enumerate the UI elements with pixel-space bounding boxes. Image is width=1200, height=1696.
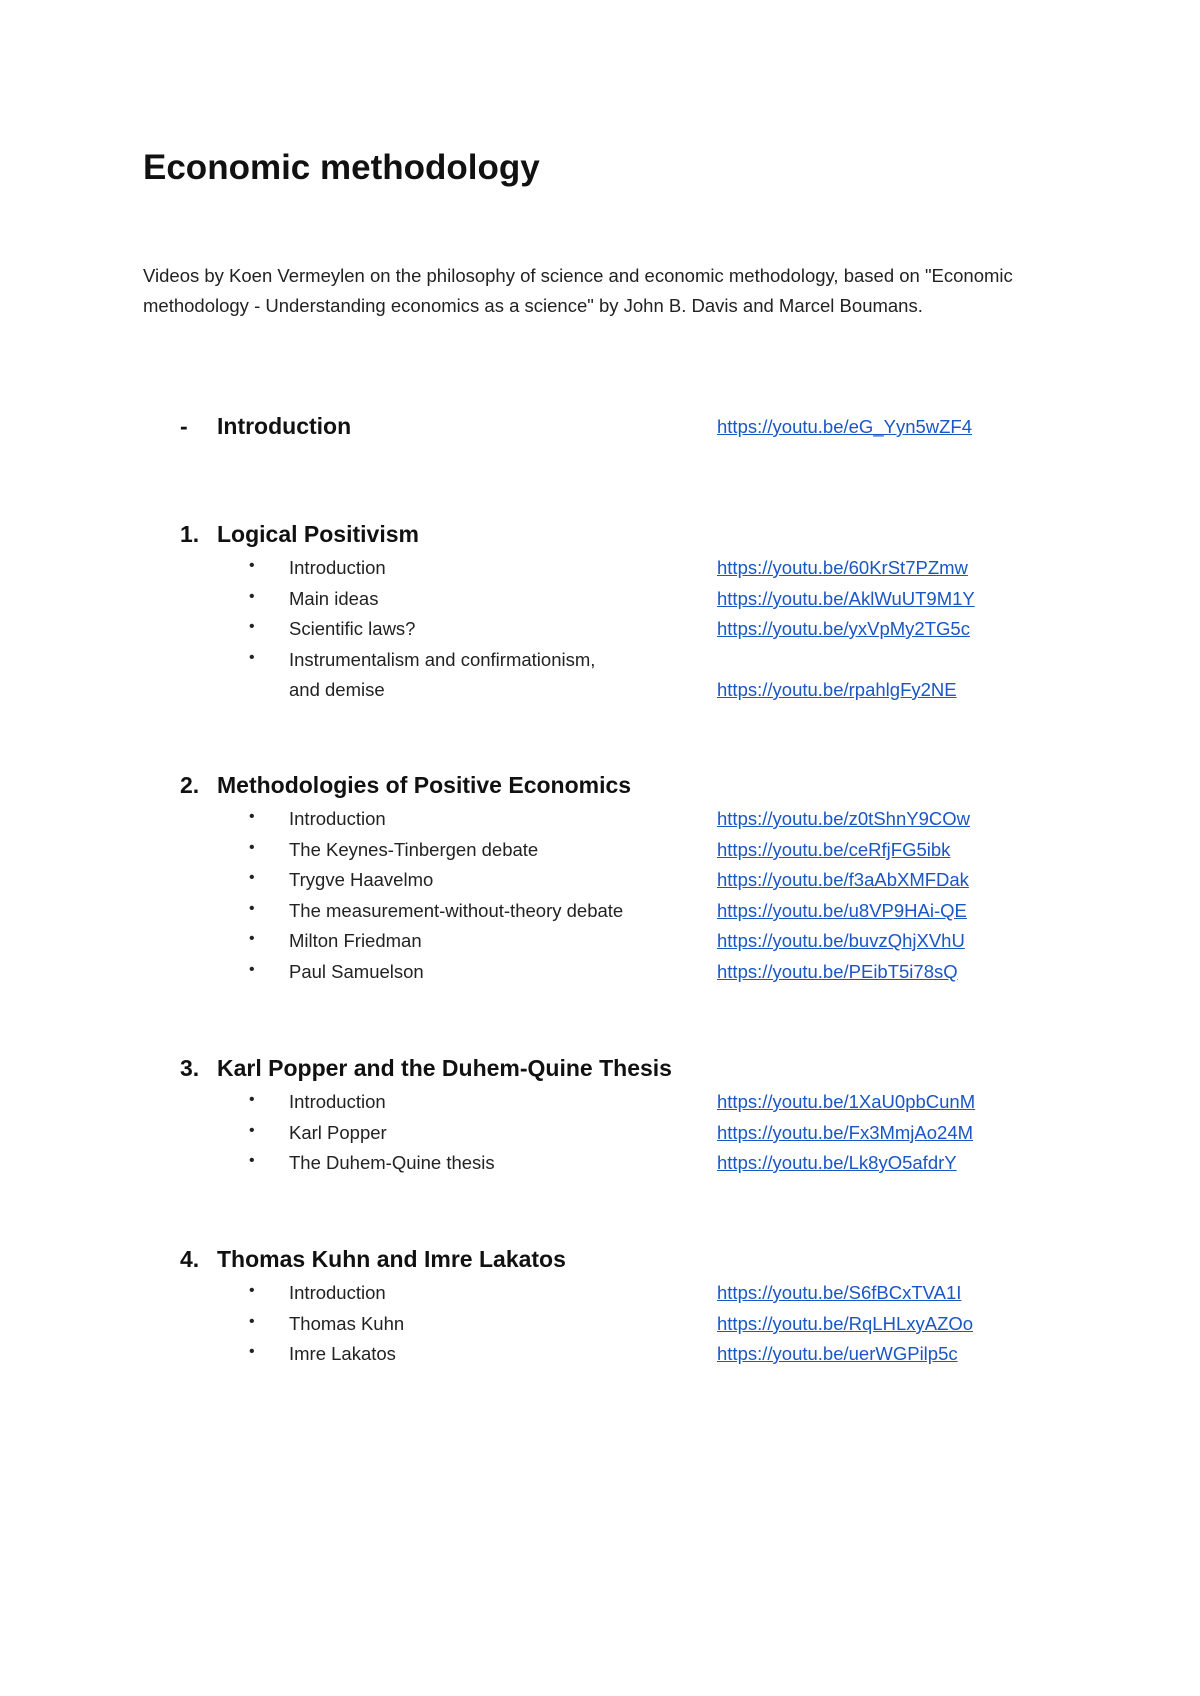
video-link[interactable]: https://youtu.be/buvzQhjXVhU bbox=[717, 930, 965, 951]
intro-heading-marker: - bbox=[180, 413, 188, 439]
item-label: Paul Samuelson bbox=[289, 961, 424, 982]
item-label-continuation: and demise bbox=[289, 679, 385, 700]
video-link[interactable]: https://youtu.be/z0tShnY9COw bbox=[717, 808, 970, 829]
video-link[interactable]: https://youtu.be/f3aAbXMFDak bbox=[717, 869, 969, 890]
bullet-icon: • bbox=[249, 930, 255, 947]
video-link[interactable]: https://youtu.be/S6fBCxTVA1I bbox=[717, 1282, 962, 1303]
video-link[interactable]: https://youtu.be/1XaU0pbCunM bbox=[717, 1091, 976, 1112]
item-label: The measurement-without-theory debate bbox=[289, 900, 624, 921]
bullet-icon: • bbox=[249, 618, 255, 635]
item-label: Karl Popper bbox=[289, 1122, 387, 1143]
item-label: Scientific laws? bbox=[289, 618, 416, 639]
bullet-icon: • bbox=[249, 900, 255, 917]
item-label: Instrumentalism and confirmationism, bbox=[289, 649, 596, 670]
bullet-icon: • bbox=[249, 649, 255, 666]
item-label: Introduction bbox=[289, 557, 386, 578]
section-number: 1. bbox=[180, 521, 200, 547]
item-label: Introduction bbox=[289, 808, 386, 829]
video-link[interactable]: https://youtu.be/rpahlgFy2NE bbox=[717, 679, 957, 700]
item-label: The Keynes-Tinbergen debate bbox=[289, 839, 539, 860]
video-link[interactable]: https://youtu.be/RqLHLxyAZOo bbox=[717, 1313, 974, 1334]
item-label: Introduction bbox=[289, 1282, 386, 1303]
bullet-icon: • bbox=[249, 839, 255, 856]
bullet-icon: • bbox=[249, 588, 255, 605]
intro-heading-label: Introduction bbox=[217, 413, 352, 439]
item-label: Main ideas bbox=[289, 588, 379, 609]
item-label: Milton Friedman bbox=[289, 930, 422, 951]
section-title: Logical Positivism bbox=[217, 521, 419, 547]
bullet-icon: • bbox=[249, 1122, 255, 1139]
section-number: 2. bbox=[180, 772, 200, 798]
item-label: Introduction bbox=[289, 1091, 386, 1112]
video-link[interactable]: https://youtu.be/Fx3MmjAo24M bbox=[717, 1122, 974, 1143]
video-link[interactable]: https://youtu.be/Lk8yO5afdrY bbox=[717, 1152, 957, 1173]
item-label: The Duhem-Quine thesis bbox=[289, 1152, 495, 1173]
item-label: Trygve Haavelmo bbox=[289, 869, 434, 890]
video-link[interactable]: https://youtu.be/u8VP9HAi-QE bbox=[717, 900, 967, 921]
section-title: Karl Popper and the Duhem-Quine Thesis bbox=[217, 1055, 672, 1081]
bullet-icon: • bbox=[249, 808, 255, 825]
bullet-icon: • bbox=[249, 1282, 255, 1299]
video-link[interactable]: https://youtu.be/uerWGPilp5c bbox=[717, 1343, 958, 1364]
video-link[interactable]: https://youtu.be/AklWuUT9M1Y bbox=[717, 588, 975, 609]
item-label: Thomas Kuhn bbox=[289, 1313, 405, 1334]
item-label: Imre Lakatos bbox=[289, 1343, 396, 1364]
section-number: 4. bbox=[180, 1246, 200, 1272]
bullet-icon: • bbox=[249, 1343, 255, 1360]
bullet-icon: • bbox=[249, 1091, 255, 1108]
intro-paragraph: Videos by Koen Vermeylen on the philosophy of science and economic methodology, based on "Economic methodology - Understanding economics as a science" by John B. Davis and Marcel Boumans. bbox=[143, 265, 1013, 316]
bullet-icon: • bbox=[249, 1152, 255, 1169]
bullet-icon: • bbox=[249, 1313, 255, 1330]
intro-video-link[interactable]: https://youtu.be/eG_Yyn5wZF4 bbox=[717, 416, 973, 437]
bullet-icon: • bbox=[249, 557, 255, 574]
video-link[interactable]: https://youtu.be/ceRfjFG5ibk bbox=[717, 839, 951, 860]
bullet-icon: • bbox=[249, 961, 255, 978]
section-title: Methodologies of Positive Economics bbox=[217, 772, 632, 798]
page-title: Economic methodology bbox=[143, 148, 540, 187]
bullet-icon: • bbox=[249, 869, 255, 886]
section-title: Thomas Kuhn and Imre Lakatos bbox=[217, 1246, 566, 1272]
section-number: 3. bbox=[180, 1055, 200, 1081]
video-link[interactable]: https://youtu.be/PEibT5i78sQ bbox=[717, 961, 958, 982]
video-link[interactable]: https://youtu.be/60KrSt7PZmw bbox=[717, 557, 968, 578]
video-link[interactable]: https://youtu.be/yxVpMy2TG5c bbox=[717, 618, 970, 639]
